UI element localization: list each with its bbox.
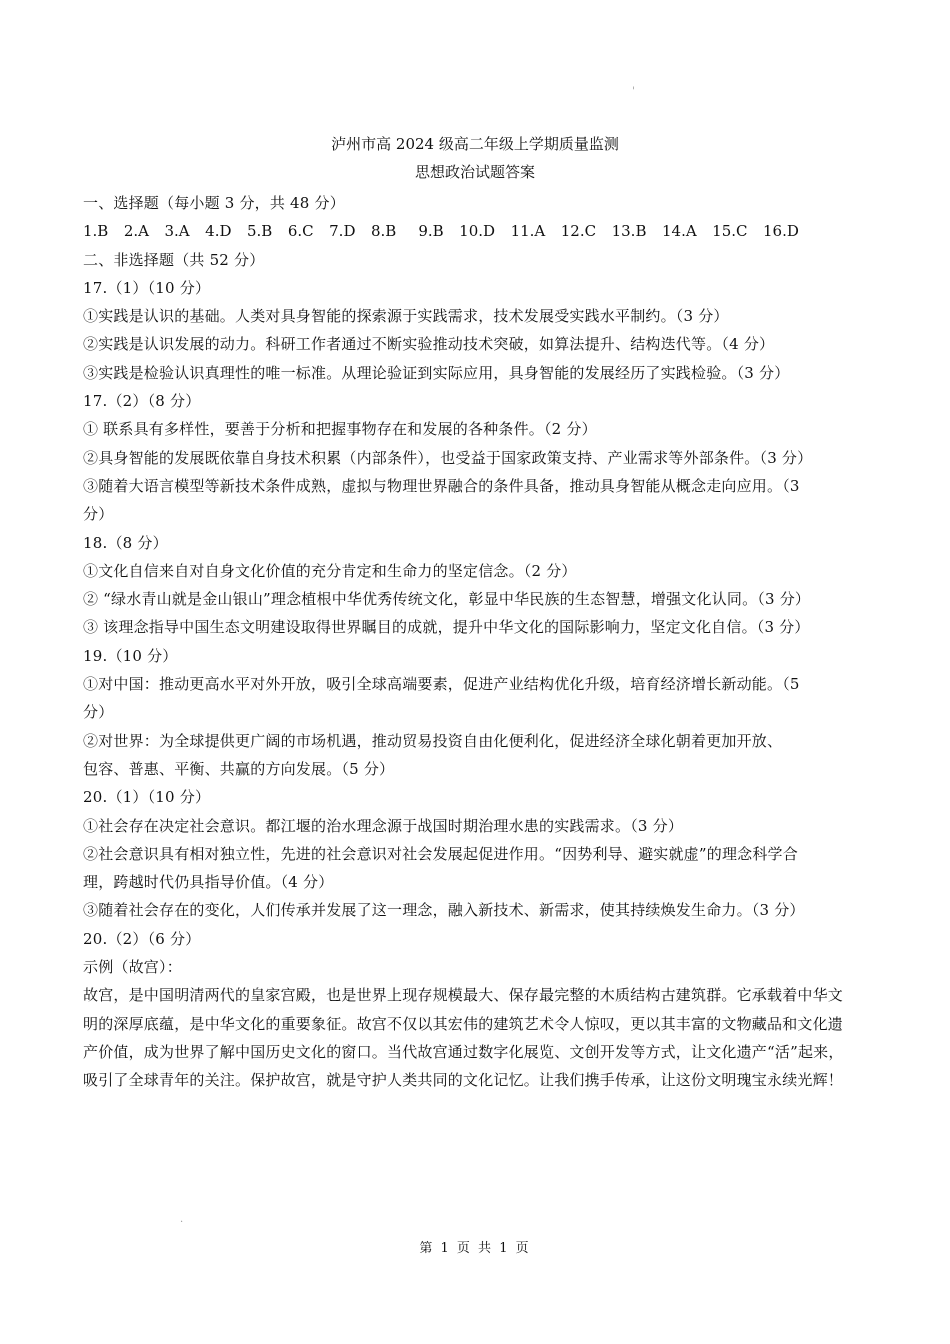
answer-line: ①社会存在决定社会意识。都江堰的治水理念源于战国时期治理水患的实践需求。（3 分） [83,816,684,835]
question-heading: 17.（1）（10 分） [83,278,211,297]
answer-line: ②社会意识具有相对独立性，先进的社会意识对社会发展起促进作用。“因势利导、避实就虚”的理念科学合 [83,844,798,863]
mc-answer: 10.D [459,222,496,241]
mc-answer: 1.B [83,222,109,241]
multiple-choice-answers [83,217,858,245]
mc-answer: 7.D [329,222,356,241]
mc-answer: 11.A [510,222,546,241]
answer-body [83,189,858,1095]
answer-line: ③随着社会存在的变化，人们传承并发展了这一理念，融入新技术、新需求，使其持续焕发生命力。（3 分） [83,901,805,920]
answer-line: ① 联系具有多样性，要善于分析和把握事物存在和发展的各种条件。（2 分） [83,420,597,439]
section-1-heading: 一、选择题（每小题 3 分，共 48 分） [83,194,345,212]
answer-line: ③随着大语言模型等新技术条件成熟，虚拟与物理世界融合的条件具备，推动具身智能从概念走向应用。（3 [83,476,800,495]
mc-answer: 12.C [560,222,597,241]
scan-mark-bottom: . [180,1214,184,1225]
answer-line: ①实践是认识的基础。人类对具身智能的探索源于实践需求，技术发展受实践水平制约。（3 分） [83,307,729,326]
answer-line: ② “绿水青山就是金山银山”理念植根中华优秀传统文化，彰显中华民族的生态智慧，增强文化认同。（3 分） [83,590,811,609]
mc-answer: 14.A [661,222,697,241]
answer-line: ①文化自信来自对自身文化价值的充分肯定和生命力的坚定信念。（2 分） [83,561,577,580]
mc-answer: 15.C [712,222,748,241]
answer-line: ②对世界：为全球提供更广阔的市场机遇，推动贸易投资自由化便利化，促进经济全球化朝着更加开放、 [83,731,783,750]
page-footer: 第 1 页 共 1 页 [419,1241,531,1256]
question-heading: 19.（10 分） [83,646,178,665]
mc-answer: 5.B [247,222,273,241]
mc-answer: 16.D [763,222,799,241]
document-subtitle: 思想政治试题答案 [414,163,535,181]
mc-answer: 3.A [164,222,190,241]
mc-answer: 9.B [418,222,444,241]
mc-answer: 13.B [611,222,647,241]
scan-mark-top: ' [632,86,635,97]
example-essay: 故宫，是中国明清两代的皇家宫殿，也是世界上现存规模最大、保存最完整的木质结构古建筑群。它承载着中华文明的深厚底蕴，是中华文化的重要象征。故宫不仅以其宏伟的建筑艺术令人惊叹，更以其丰富的文物藏品和文化遗产价值，成为世界了解中国历史文化的窗口。当代故宫通过数字化展览、文创开发等方式，让文化遗产“活”起来，吸引了全球青年的关注。保护故宫，就是守护人类共同的文化记忆。让我们携手传承，让这份文明瑰宝永续光辉！ [83,986,844,1090]
answer-line: ②具身智能的发展既依靠自身技术积累（内部条件），也受益于国家政策支持、产业需求等外部条件。（3 分） [83,448,813,467]
answer-line: 分） [83,505,114,524]
answer-line: ①对中国：推动更高水平对外开放，吸引全球高端要素，促进产业结构优化升级，培育经济增长新动能。（5 [83,675,800,694]
answer-line: 分） [83,703,114,722]
question-heading: 20.（2）（6 分） [83,929,201,948]
section-2-heading: 二、非选择题（共 52 分） [83,250,265,269]
mc-answer: 6.C [287,222,314,241]
question-heading: 20.（1）（10 分） [83,788,211,807]
question-heading: 17.（2）（8 分） [83,392,201,411]
mc-answer: 2.A [123,222,149,241]
question-heading: 18.（8 分） [83,533,168,552]
answer-line: 包容、普惠、平衡、共赢的方向发展。（5 分） [83,759,395,778]
mc-answer: 8.B [370,222,397,241]
document-title: 泸州市高 2024 级高二年级上学期质量监测 [331,135,619,153]
mc-answer: 4.D [205,222,232,241]
answer-line: ③ 该理念指导中国生态文明建设取得世界瞩目的成就，提升中华文化的国际影响力，坚定文化自信。（3 分） [83,618,810,637]
answer-line: 理，跨越时代仍具指导价值。（4 分） [83,873,334,892]
answer-line: ②实践是认识发展的动力。科研工作者通过不断实验推动技术突破，如算法提升、结构迭代等。（4 分） [83,335,775,354]
answer-line: ③实践是检验认识真理性的唯一标准。从理论验证到实际应用，具身智能的发展经历了实践检验。（3 分） [83,363,790,382]
example-label: 示例（故宫）： [83,958,182,977]
